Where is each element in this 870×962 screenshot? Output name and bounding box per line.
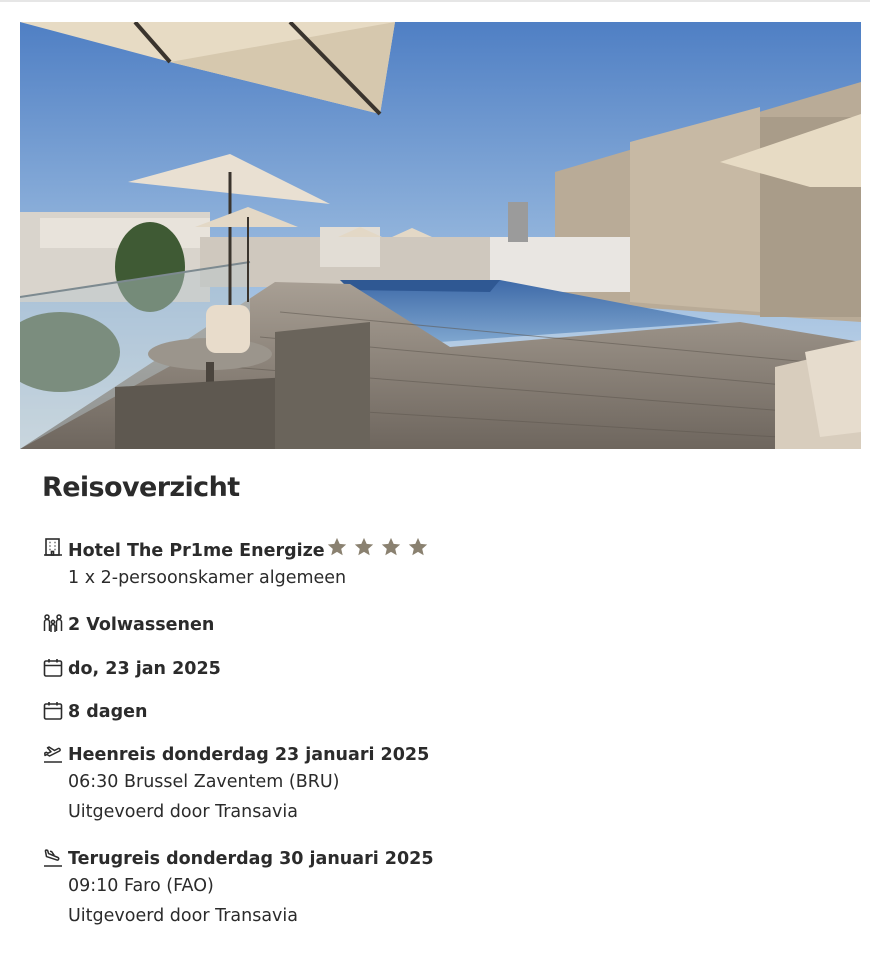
travellers-count: 2 Volwassenen	[68, 615, 215, 635]
trip-duration: 8 dagen	[68, 702, 148, 722]
hotel-name-line	[68, 536, 434, 563]
hotel-name: Hotel The Pr1me Energize	[68, 541, 325, 561]
outbound-flight-row	[42, 743, 429, 827]
outbound-operator: Uitgevoerd door Transavia	[68, 802, 298, 822]
star-icon	[353, 536, 375, 558]
return-flight-row	[42, 847, 434, 931]
room-type: 1 x 2-persoonskamer algemeen	[68, 568, 347, 588]
calendar-icon	[42, 700, 64, 722]
family-icon	[42, 613, 64, 635]
plane-landing-icon	[42, 847, 64, 869]
calendar-icon	[42, 657, 64, 679]
outbound-departure: 06:30 Brussel Zaventem (BRU)	[68, 772, 340, 792]
trip-summary	[42, 470, 842, 506]
departure-date-row	[42, 657, 221, 681]
star-icon	[407, 536, 429, 558]
return-operator: Uitgevoerd door Transavia	[68, 906, 298, 926]
page-title: Reisoverzicht	[42, 472, 240, 503]
return-departure: 09:10 Faro (FAO)	[68, 876, 214, 896]
hotel-rating	[326, 536, 434, 558]
travellers-row	[42, 613, 214, 637]
return-title: Terugreis donderdag 30 januari 2025	[68, 849, 434, 869]
top-divider	[0, 0, 870, 2]
star-icon	[326, 536, 348, 558]
building-icon	[42, 536, 64, 558]
star-icon	[380, 536, 402, 558]
outbound-title: Heenreis donderdag 23 januari 2025	[68, 745, 430, 765]
plane-takeoff-icon	[42, 743, 64, 765]
departure-date: do, 23 jan 2025	[68, 659, 221, 679]
hotel-row	[42, 536, 434, 593]
hotel-photo	[20, 22, 861, 449]
duration-row	[42, 700, 147, 724]
